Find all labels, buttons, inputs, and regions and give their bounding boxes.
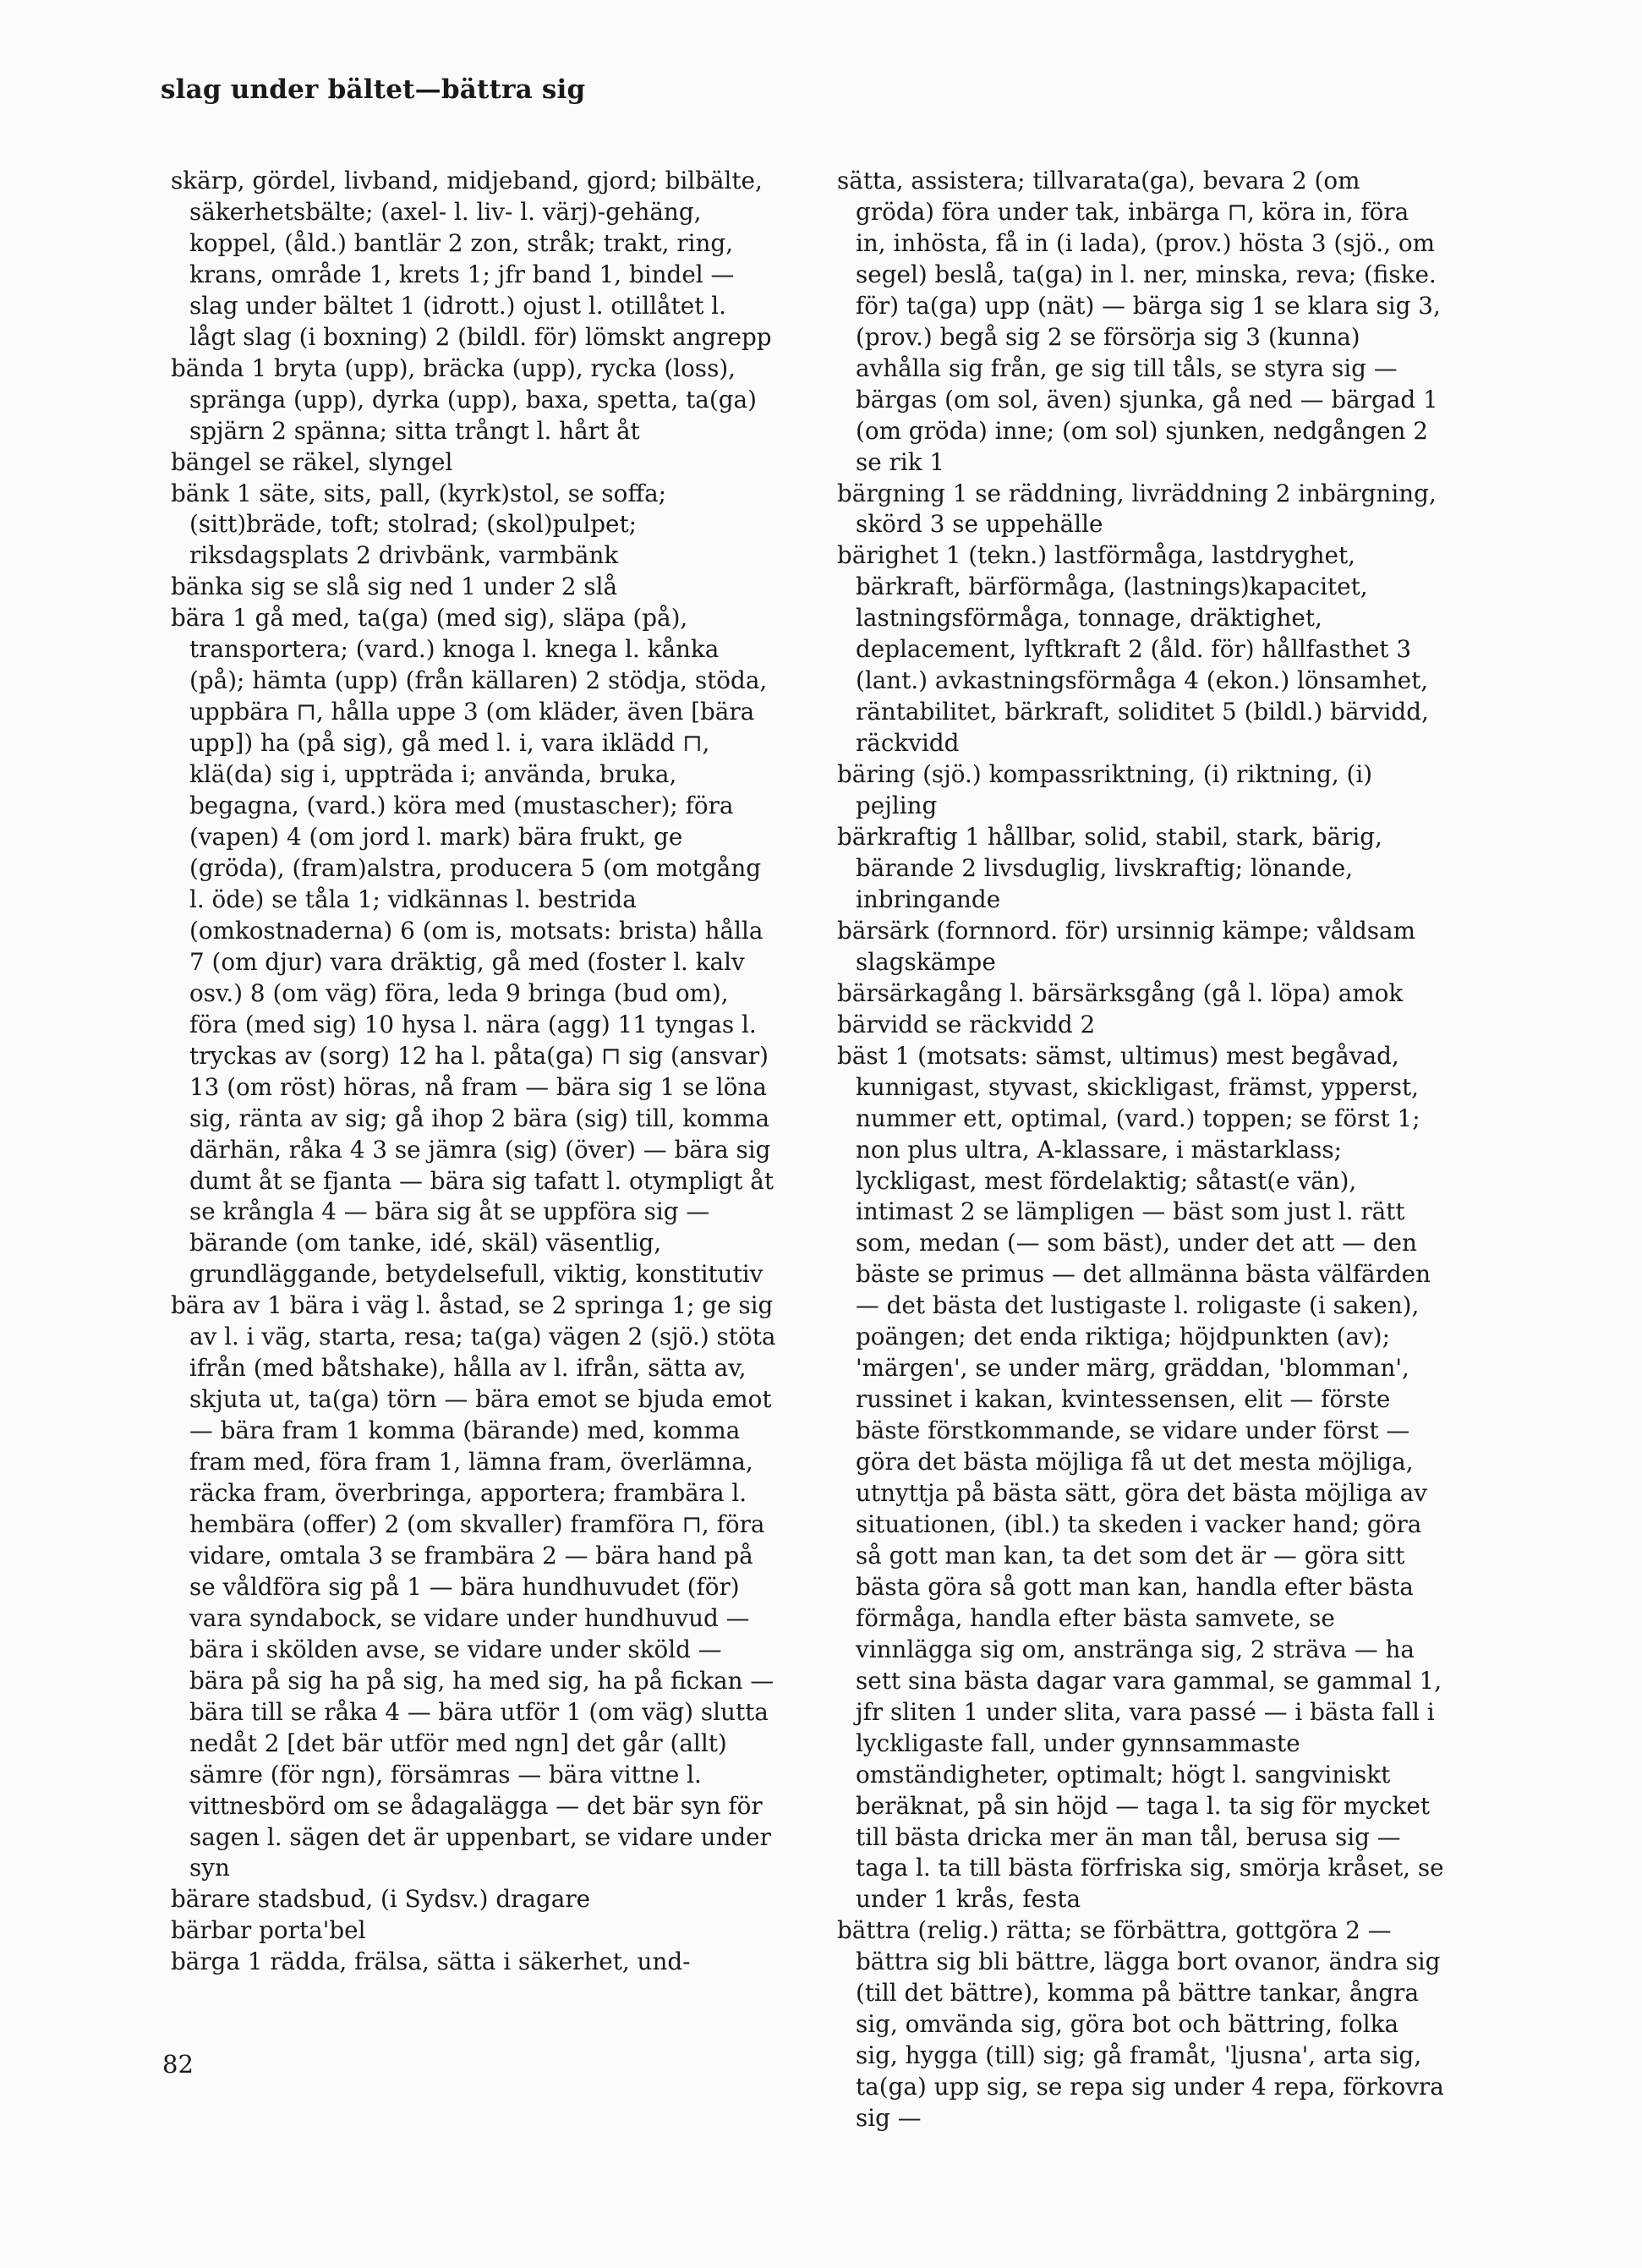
dictionary-entry: bärsärkagång l. bärsärksgång (gå l. löpa) amok <box>837 978 1404 1007</box>
dictionary-entry: bärkraftig 1 hållbar, solid, stabil, stark, bärig, bärande 2 livsduglig, livskraftig; lönande, inbringande <box>837 823 1382 913</box>
right-column <box>837 166 1446 2134</box>
left-column <box>171 166 780 1978</box>
dictionary-entry: bärbar porta'bel <box>171 1916 366 1945</box>
dictionary-entry: bänka sig se slå sig ned 1 under 2 slå <box>171 572 618 601</box>
dictionary-entry: bärsärk (fornnord. för) ursinnig kämpe; våldsam slagskämpe <box>837 916 1415 976</box>
dictionary-entry: bättra (relig.) rätta; se förbättra, gottgöra 2 — bättra sig bli bättre, lägga bort ovanor, ändra sig (till det bättre), komma på bättre tankar, ångra sig, omvända sig, göra bot och bättring, folka sig, hygga (till) sig; gå framåt, 'ljusna', arta sig, ta(ga) upp sig, se repa sig under 4 repa, förkovra sig — <box>837 1916 1444 2133</box>
running-head: slag under bältet—bättra sig <box>161 74 586 105</box>
dictionary-entry: skärp, gördel, livband, midjeband, gjord; bilbälte, säkerhetsbälte; (axel- l. liv- l. värj)-gehäng, koppel, (åld.) bantlär 2 zon, stråk; trakt, ring, krans, område 1, krets 1; jfr band 1, bindel — slag under bältet 1 (idrott.) ojust l. otillåtet l. lågt slag (i boxning) 2 (bildl. för) lömskt angrepp <box>171 167 772 351</box>
dictionary-entry: bända 1 bryta (upp), bräcka (upp), rycka (loss), spränga (upp), dyrka (upp), baxa, spetta, ta(ga) spjärn 2 spänna; sitta trångt l. hårt åt <box>171 353 757 445</box>
dictionary-entry: bäst 1 (motsats: sämst, ultimus) mest begåvad, kunnigast, styvast, skickligast, främst, ypperst, nummer ett, optimal, (vard.) toppen; se först 1; non plus ultra, A-klassare, i mästarklass; lyckligast, mest fördelaktig; såtast(e vän), intimast 2 se lämpligen — bäst som just l. rätt som, medan (— som bäst), under det att — den bäste se primus — det allmänna bästa välfärden — det bästa det lustigaste l. roligaste (i saken), poängen; det enda riktiga; höjdpunkten (av); 'märgen', se under märg, gräddan, 'blomman', russinet i kakan, kvintessensen, elit — förste bäste förstkommande, se vidare under först — göra det bästa möjliga få ut det mesta möjliga, utnyttja på bästa sätt, göra det bästa möjliga av situationen, (ibl.) ta skeden i vacker hand; göra så gott man kan, ta det som det är — göra sitt bästa göra så gott man kan, handla efter bästa förmåga, handla efter bästa samvete, se vinnlägga sig om, anstränga sig, 2 sträva — ha sett sina bästa dagar vara gammal, se gammal 1, jfr sliten 1 under slita, vara passé — i bästa fall i lyckligaste fall, under gynnsammaste omständigheter, optimalt; högt l. sangviniskt beräknat, på sin höjd — taga l. ta sig för mycket till bästa dricka mer än man tål, berusa sig — taga l. ta till bästa förfriska sig, smörja kråset, se under 1 krås, festa <box>837 1041 1444 1914</box>
dictionary-entry: bärga 1 rädda, frälsa, sätta i säkerhet, und- <box>171 1948 691 1976</box>
dictionary-entry: bärare stadsbud, (i Sydsv.) dragare <box>171 1885 591 1914</box>
dictionary-entry: bängel se räkel, slyngel <box>171 447 453 476</box>
dictionary-entry: bänk 1 säte, sits, pall, (kyrk)stol, se soffa; (sitt)bräde, toft; stolrad; (skol)pulpet; riksdagsplats 2 drivbänk, varmbänk <box>171 479 667 570</box>
dictionary-entry: bärighet 1 (tekn.) lastförmåga, lastdryghet, bärkraft, bärförmåga, (lastnings)kapacitet, lastningsförmåga, tonnage, dräktighet, deplacement, lyftkraft 2 (åld. för) hållfasthet 3 (lant.) avkastningsförmåga 4 (ekon.) lönsamhet, räntabilitet, bärkraft, soliditet 5 (bildl.) bärvidd, räckvidd <box>837 541 1429 758</box>
dictionary-entry: bära 1 gå med, ta(ga) (med sig), släpa (på), transportera; (vard.) knoga l. knega l. kånka (på); hämta (upp) (från källaren) 2 stödja, stöda, uppbära ⊓, hålla uppe 3 (om kläder, även [bära upp]) ha (på sig), gå med l. i, vara iklädd ⊓, klä(da) sig i, uppträda i; använda, bruka, begagna, (vard.) köra med (mustascher); föra (vapen) 4 (om jord l. mark) bära frukt, ge (gröda), (fram)alstra, producera 5 (om motgång l. öde) se tåla 1; vidkännas l. bestrida (omkostnaderna) 6 (om is, motsats: brista) hålla 7 (om djur) vara dräktig, gå med (foster l. kalv osv.) 8 (om väg) föra, leda 9 bringa (bud om), föra (med sig) 10 hysa l. nära (agg) 11 tyngas l. tryckas av (sorg) 12 ha l. påta(ga) ⊓ sig (ansvar) 13 (om röst) höras, nå fram — bära sig 1 se löna sig, ränta av sig; gå ihop 2 bära (sig) till, komma därhän, råka 4 3 se jämra (sig) (över) — bära sig dumt åt se fjanta — bära sig tafatt l. otympligt åt se krångla 4 — bära sig åt se uppföra sig — bärande (om tanke, idé, skäl) väsentlig, grundläggande, betydelsefull, viktig, konstitutiv <box>171 604 774 1289</box>
dictionary-entry: bärvidd se räckvidd 2 <box>837 1010 1096 1038</box>
dictionary-entry: bära av 1 bära i väg l. åstad, se 2 springa 1; ge sig av l. i väg, starta, resa; ta(ga) vägen 2 (sjö.) stöta ifrån (med båtshake), hålla av l. ifrån, sätta av, skjuta ut, ta(ga) törn — bära emot se bjuda emot — bära fram 1 komma (bärande) med, komma fram med, föra fram 1, lämna fram, överlämna, räcka fram, överbringa, apportera; frambära l. hembära (offer) 2 (om skvaller) framföra ⊓, föra vidare, omtala 3 se frambära 2 — bära hand på se våldföra sig på 1 — bära hundhuvudet (för) vara syndabock, se vidare under hundhuvud — bära i skölden avse, se vidare under sköld — bära på sig ha på sig, ha med sig, ha på fickan — bära till se råka 4 — bära utför 1 (om väg) slutta nedåt 2 [det bär utför med ngn] det går (allt) sämre (för ngn), försämras — bära vittne l. vittnesbörd om se ådagalägga — det bär syn för sagen l. sägen det är uppenbart, se vidare under syn <box>171 1291 776 1882</box>
page-number: 82 <box>162 2050 194 2079</box>
dictionary-entry: bärgning 1 se räddning, livräddning 2 inbärgning, skörd 3 se uppehälle <box>837 479 1437 539</box>
dictionary-entry: bäring (sjö.) kompassriktning, (i) riktning, (i) pejling <box>837 760 1373 820</box>
dictionary-entry: sätta, assistera; tillvarata(ga), bevara 2 (om gröda) föra under tak, inbärga ⊓, köra in, föra in, inhösta, få in (i lada), (prov.) hösta 3 (sjö., om segel) beslå, ta(ga) in l. ner, minska, reva; (fiske. för) ta(ga) upp (nät) — bärga sig 1 se klara sig 3, (prov.) begå sig 2 se försörja sig 3 (kunna) avhålla sig från, ge sig till tåls, se styra sig — bärgas (om sol, även) sjunka, gå ned — bärgad 1 (om gröda) inne; (om sol) sjunken, nedgången 2 se rik 1 <box>837 167 1441 476</box>
